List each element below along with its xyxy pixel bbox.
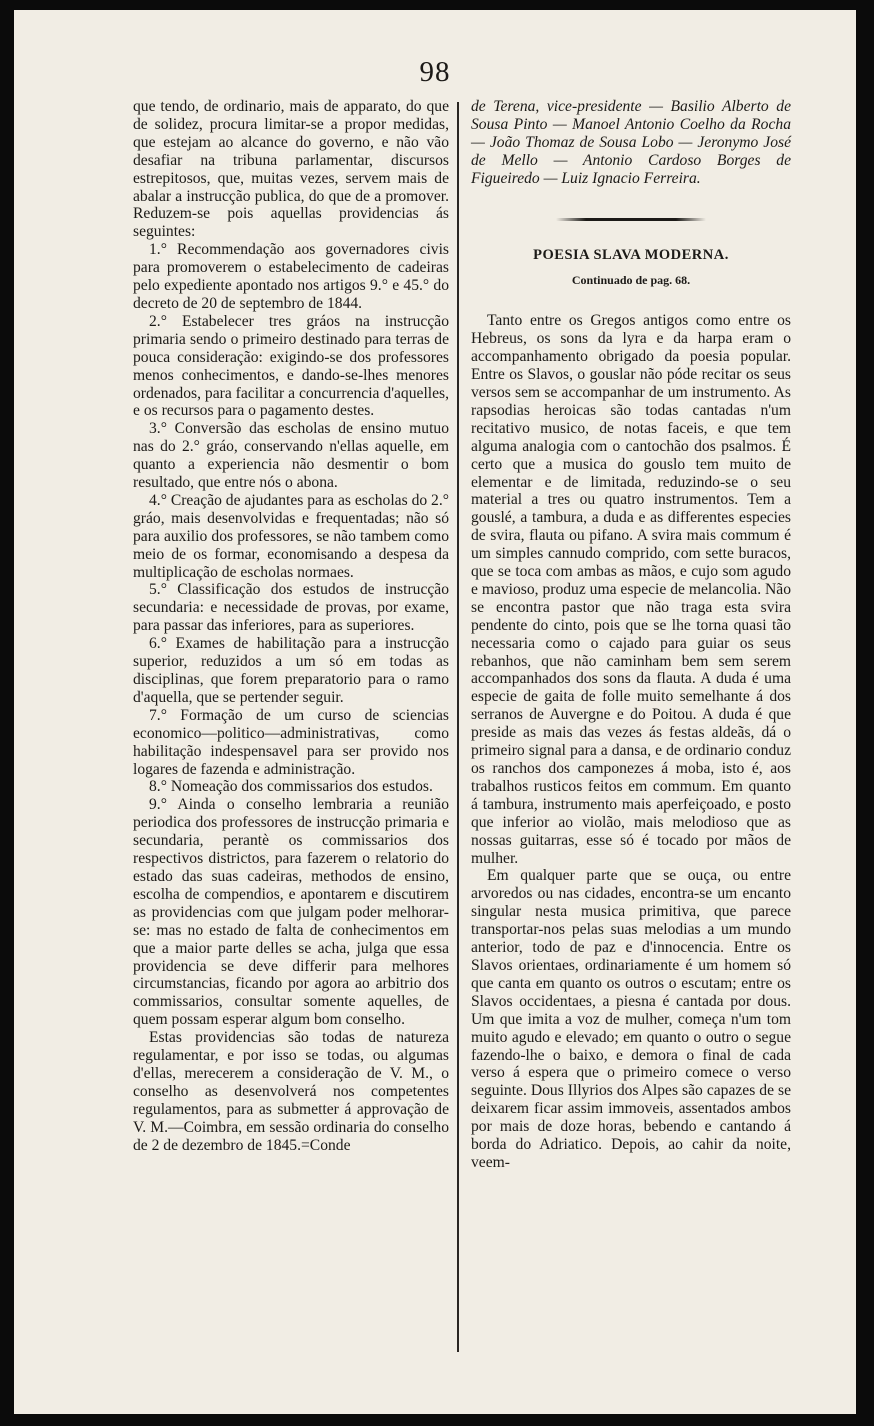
paragraph: 7.° Formação de um curso de sciencias economico—politico—administrativas, como habilitação indespensavel para ser provido nos logares de fazenda e administração.	[133, 706, 449, 778]
page-number: 98	[419, 56, 451, 88]
paragraph: Estas providencias são todas de natureza regulamentar, e por isso se todas, ou algumas d'ellas, merecerem a consideração de V. M., o conselho as desenvolverá nos competentes regulamentos, para as submetter á approvação de V. M.—Coimbra, em sessão ordinaria do conselho de 2 de dezembro de 1845.=Conde	[133, 1029, 449, 1154]
document-page	[14, 10, 856, 1414]
paragraph: Tanto entre os Gregos antigos como entre os Hebreus, os sons da lyra e da harpa eram o accompanhamento obrigado da poesia popular. Entre os Slavos, o gouslar não póde recitar os seus versos sem se accompanhar de um instrumento. As rapsodias heroicas são todas cantadas n'um recitativo musico, de notas faceis, e que tem alguma analogia com o cantochão dos psalmos. É certo que a musica do gouslo tem muito de elementar e de limitada, reduzindo-se o seu material a tres ou quatro instrumentos. Tem a gouslé, a tambura, a duda e as differentes especies de svira, flauta ou pifano. A svira mais commum é um simples cannudo comprido, com sette buracos, que se toca com ambas as mãos, e cujo som agudo e mavioso, produz uma especie de melancolia. Não se encontra pastor que não traga esta svira pendente do cinto, pois que se lhe torna quasi tão necessaria como o cajado para guiar os seus rebanhos, que não caminham bem sem serem accompanhados dos sons da flauta. A duda é uma especie de gaita de folle muito semelhante á dos serranos de Auvergne e do Poitou. A duda é que preside as mais das vezes ás festas aldeãs, dá o primeiro signal para a dansa, e de ordinario conduz os ranchos dos camponezes á moba, isto é, aos trabalhos rusticos feitos em commum. Em quanto á tambura, instrumento mais aperfeiçoado, e posto que inferior ao violão, mais melodioso que as nossas guitarras, esse só é tocado por mãos de mulher.	[471, 312, 791, 867]
paragraph: 1.° Recommendação aos governadores civis para promoverem o estabelecimento de cadeiras pelo expediente apontado nos artigos 9.° e 45.° do decreto de 20 de septembro de 1844.	[133, 241, 449, 312]
paragraph: 5.° Classificação dos estudos de instrucção secundaria: e necessidade de provas, por exame, para passar das inferiores, para as superiores.	[133, 581, 449, 635]
paragraph: 9.° Ainda o conselho lembraria a reunião periodica dos professores de instrucção primaria e secundaria, perantè os commissarios dos respectivos districtos, para fazerem o relatorio do estado das suas cadeiras, methodos de ensino, escolha de compendios, e apontarem e discutirem as providencias com que julgam poder melhorar-se: mas no estado de falta de conhecimentos em que a maior parte delles se acha, julga que essa providencia se deve differir para melhores circumstancias, ficando por agora ao arbitrio dos commissarios, consultar somente aquelles, de quem possam esperar algum bom conselho.	[133, 796, 449, 1029]
paragraph: 8.° Nomeação dos commissarios dos estudos.	[149, 778, 433, 796]
signatories: de Terena, vice-presidente — Basilio Alberto de Sousa Pinto — Manoel Antonio Coelho da Rocha — João Thomaz de Sousa Lobo — Jeronymo José de Mello — Antonio Cardoso Borges de Figueiredo — Luiz Ignacio Ferreira.	[471, 98, 791, 187]
paragraph: que tendo, de ordinario, mais de apparato, do que de solidez, procura limitar-se a propor medidas, que estejam ao alcance do governo, e não vão desafiar na tribuna parlamentar, discursos estrepitosos, que, muitas vezes, servem mais de abalar a instrucção publica, do que de a promover. Reduzem-se pois aquellas providencias ás seguintes:	[133, 98, 449, 241]
right-column	[471, 98, 791, 1172]
paragraph: 4.° Creação de ajudantes para as escholas do 2.° gráo, mais desenvolvidas e frequentadas; não só para auxilio dos professores, se não tambem como meio de os formar, economisando a despesa da multiplicação de escholas normaes.	[133, 491, 449, 581]
left-column	[133, 98, 449, 1154]
column-divider	[457, 102, 459, 1352]
paragraph: 2.° Estabelecer tres gráos na instrucção primaria sendo o primeiro destinado para terras de pouca consideração: exigindo-se dos professores menos conhecimentos, e dando-se-lhes menores ordenados, para facilitar a concurrencia d'aquelles, e os recursos para o pagamento destes.	[133, 312, 449, 420]
paragraph: 3.° Conversão das escholas de ensino mutuo nas do 2.° gráo, conservando n'ellas aquelle, em quanto a experiencia não desmentir o bom resultado, que entre nós o abona.	[133, 420, 449, 492]
section-subtitle: Continuado de pag. 68.	[571, 273, 691, 288]
paragraph: 6.° Exames de habilitação para a instrucção superior, reduzidos a um só em todas as disciplinas, que forem preparatorio para o ramo d'aquella, que se pertender seguir.	[133, 635, 449, 706]
paragraph: Em qualquer parte que se ouça, ou entre arvoredos ou nas cidades, encontra-se um encanto singular nesta musica primitiva, que parece transportar-nos pelas suas melodias a um mundo anterior, todo de paz e d'innocencia. Entre os Slavos orientaes, ordinariamente é um homem só que canta em quanto os outros o escutam; entre os Slavos occidentaes, a piesna é cantada por dous. Um que imita a voz de mulher, começa n'um tom muito agudo e elevado; em quanto o outro o segue fazendo-lhe o baixo, e demora o final de cada verso á espera que o primeiro comece o verso seguinte. Dous Illyrios dos Alpes são capazes de se deixarem ficar assim immoveis, assentados ambos por mais de doze horas, bebendo e cantando á borda do Adriatico. Depois, ao cahir da noite, veem-	[471, 867, 791, 1171]
section-ornament-rule	[556, 218, 706, 221]
section-title: POESIA SLAVA MODERNA.	[533, 246, 729, 263]
